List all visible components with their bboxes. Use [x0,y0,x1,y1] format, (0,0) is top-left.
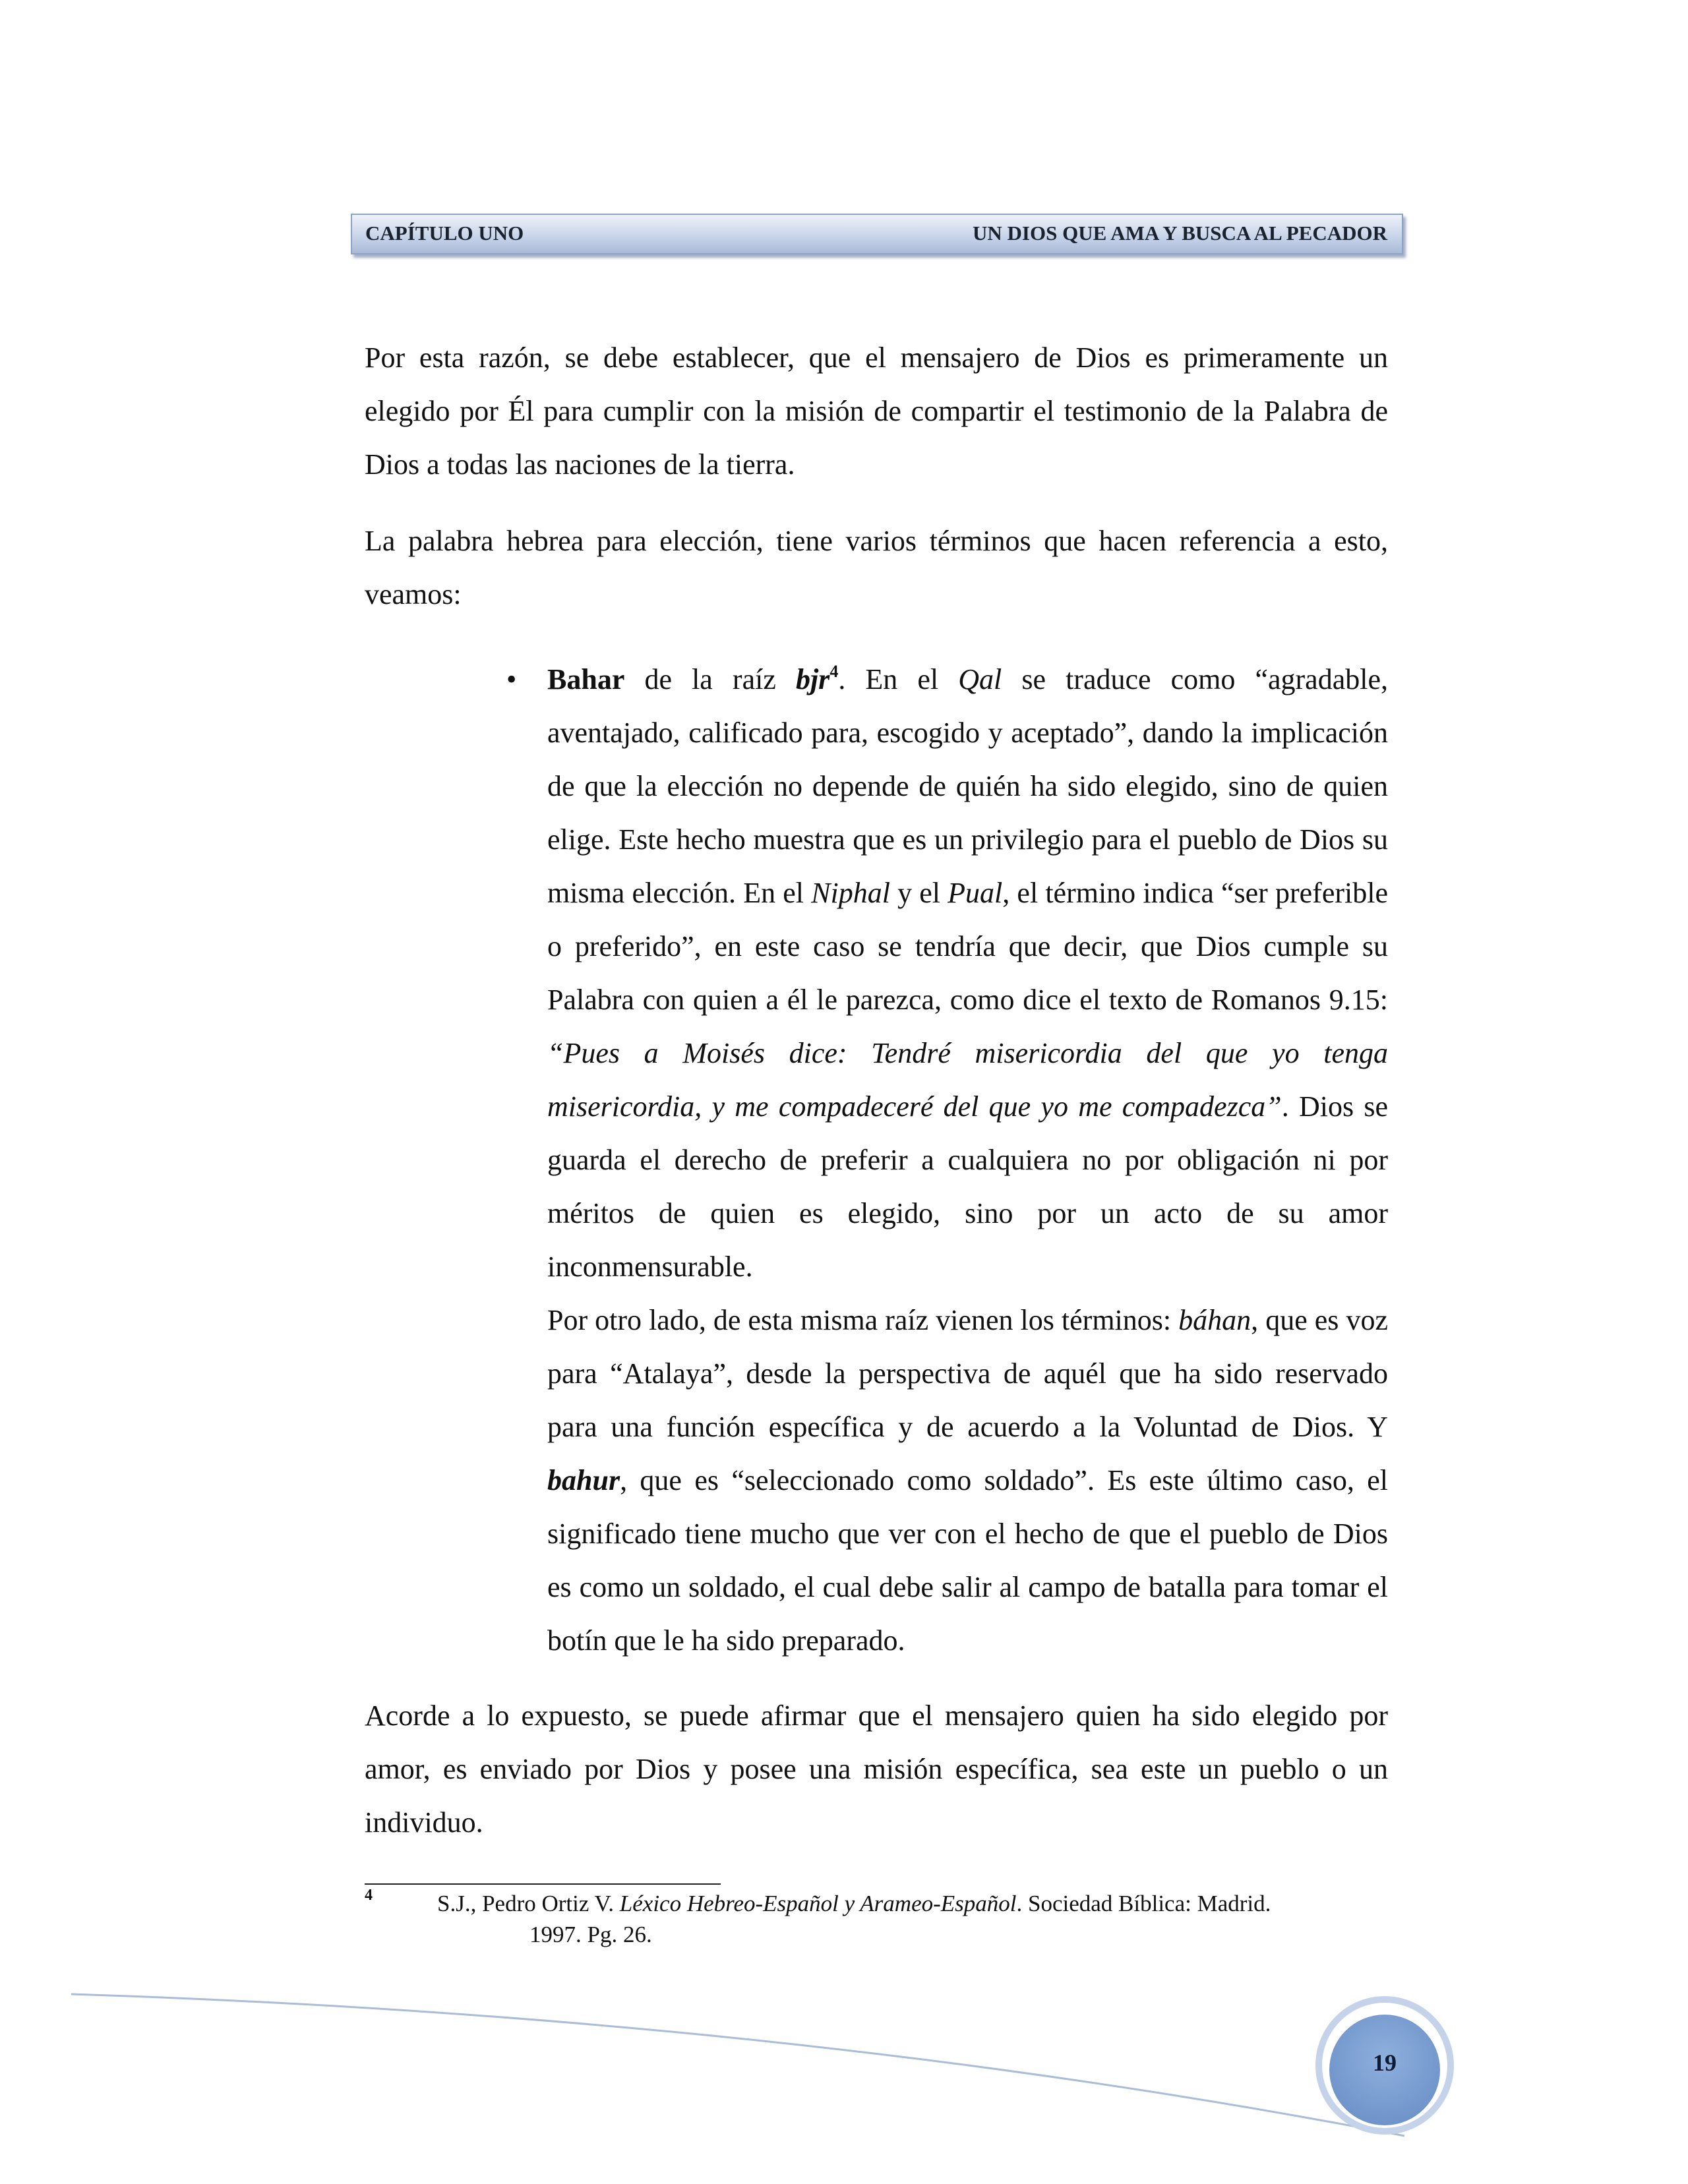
bullet-text: , que es “seleccionado como soldado”. Es este último caso, el significado tiene mucho que ver con el hecho de que el pueblo de Dios es como un soldado, el cual debe salir al campo de batalla para tomar el botín que le ha sido preparado. [547,1464,1388,1657]
bullet-text: Por otro lado, de esta misma raíz vienen los términos: [547,1304,1179,1336]
page-number: 19 [1373,2050,1397,2076]
footnote-book: Léxico Hebreo-Español y Arameo-Español [619,1891,1017,1916]
footnote-ref: 4 [829,662,839,681]
bullet-text: , el término indica “ser preferible o preferido”, en este caso se tendría que decir, que Dios cumple su Palabra con quien a él le parezca, como dice el texto de Romanos 9.15: [547,877,1388,1016]
footnote-number: 4 [365,1887,373,1904]
bullet-icon: • [506,663,517,695]
term-bahur: bahur [547,1464,620,1496]
bullet-text: . Dios se guarda el derecho de preferir a cualquiera no por obligación ni por méritos de quien es elegido, sino por un acto de su amor inconmensurable. [547,1090,1388,1283]
scripture-quote: “Pues a Moisés dice: Tendré misericordia del que yo tenga misericordia, y me compadeceré del que yo me compadezca” [547,1037,1388,1123]
term-niphal: Niphal [811,877,890,909]
bullet-text: de la raíz [624,663,796,695]
footnote-author: S.J., Pedro Ortiz V. [437,1891,620,1916]
bullet-text: y el [889,877,948,909]
bullet-text: se traduce como “agradable, aventajado, calificado para, escogido y aceptado”, dando la implicación de que la elección no depende de quién ha sido elegido, sino de quien elige. Este hecho muestra que es un privilegio para el pueblo de Dios su misma elección. En el [547,663,1388,909]
chapter-title: UN DIOS QUE AMA Y BUSCA AL PECADOR [973,221,1387,245]
bullet-text: . En el [838,663,959,695]
term-pual: Pual [948,877,1003,909]
footnote-text-line2: 1997. Pg. 26. [529,1922,652,1947]
term-bahan: báhan [1178,1304,1251,1336]
term-qal: Qal [958,663,1002,695]
paragraph-3: Acorde a lo expuesto, se puede afirmar que el mensajero quien ha sido elegido por amor, es enviado por Dios y posee una misión específica, sea este un pueblo o un individuo. [365,1699,1388,1839]
footnote-publisher: . Sociedad Bíblica: Madrid. [1016,1891,1271,1916]
term-bahar: Bahar [547,663,625,695]
paragraph-1: Por esta razón, se debe establecer, que el mensajero de Dios es primeramente un elegido por Él para cumplir con la misión de compartir el testimonio de la Palabra de Dios a todas las naciones de la tierra. [365,341,1388,481]
chapter-label: CAPÍTULO UNO [365,221,524,245]
paragraph-2: La palabra hebrea para elección, tiene varios términos que hacen referencia a esto, veamos: [365,525,1388,610]
bullet-text: , que es voz para “Atalaya”, desde la perspectiva de aquél que ha sido reservado para una función específica y de acuerdo a la Voluntad de Dios. Y [547,1304,1388,1443]
term-root: bjr [795,663,830,695]
